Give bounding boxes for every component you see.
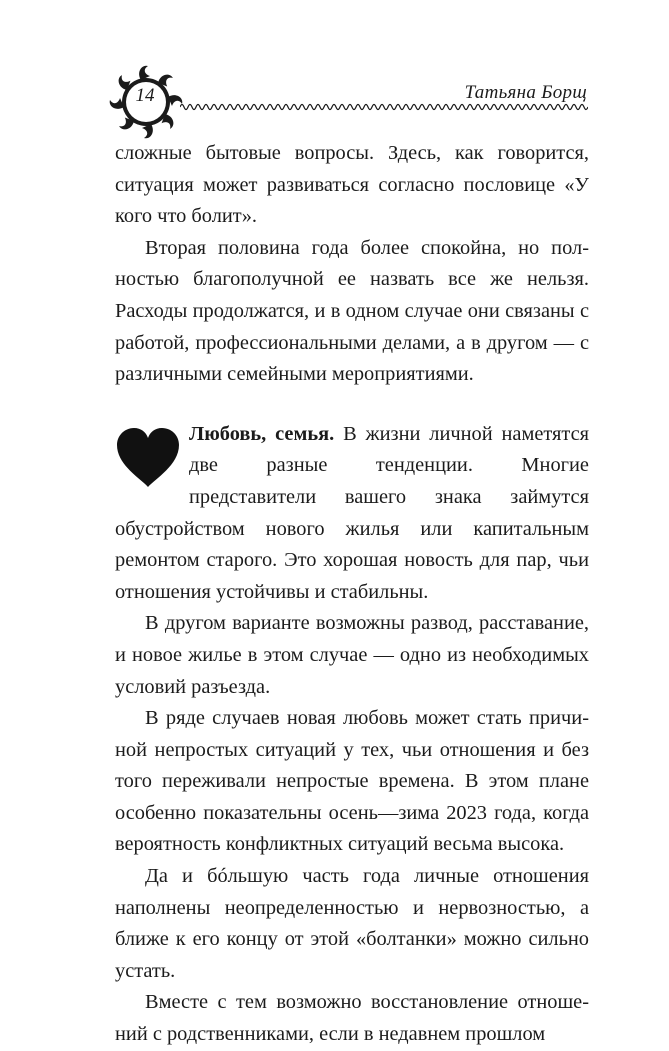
body-text [115, 138, 589, 1051]
running-head: Татьяна Борщ [464, 82, 587, 103]
heart-icon [115, 427, 181, 489]
page-number: 14 [135, 85, 155, 106]
paragraph: Да и бóльшую часть года личные отношения наполнены неопределенностью и нервозностью, а ближе к его концу от этой «болтанки» можно сильно устать. [115, 865, 589, 982]
section-spacer [115, 391, 589, 419]
paragraph: В ряде случаев новая любовь может стать причиной непростых ситуаций у тех, чьи отношения и без того переживали непростые времена. В этом плане особенно показательны осень—зима 2023 года, когда вероятность конфликтных ситуаций весьма высока. [115, 707, 589, 856]
paragraph: Вместе с тем возможно восстановление отношений с родственниками, если в недавнем прошлом [115, 991, 589, 1046]
wavy-divider [180, 100, 588, 114]
paragraph: В другом варианте возможны развод, расставание, и новое жилье в этом случае — одно из необходимых условий разъезда. [115, 612, 589, 698]
section-heading: Любовь, семья. [189, 422, 335, 445]
paragraph: Вторая половина года более спокойна, но полностью благополучной ее назвать все же нельзя. Расходы продолжатся, и в одном случае они связаны с работой, профессиональными делами, а в другом — с различными семейными мероприятиями. [115, 236, 589, 386]
section-text: В жизни личной наметятся две разные тенденции. Многие представители вашего знака займутся обустройством нового жилья или капитальным ремонтом старого. Это хорошая новость для пар, чьи отношения устойчивы и стабильны. [115, 422, 590, 603]
heart-icon-wrap [115, 419, 189, 509]
paragraph: сложные бытовые вопросы. Здесь, как говорится, ситуация может развиваться согласно пословице «У кого что болит». [115, 142, 589, 228]
